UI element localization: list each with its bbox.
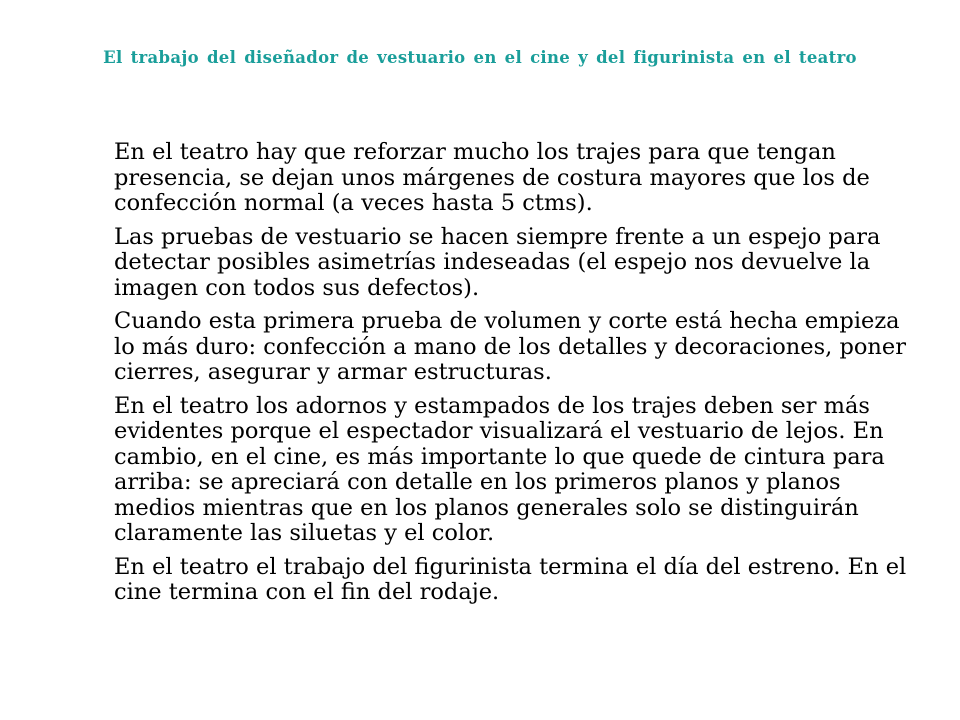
paragraph-text: En el teatro el trabajo del figurinista termina el día del estreno. En el cine termina con el fin del rodaje.: [114, 553, 907, 605]
paragraph-text: En el teatro hay que reforzar mucho los trajes para que tengan presencia, se dejan unos márgenes de costura mayores que los de confección normal (a veces hasta 5 ctms).: [114, 139, 870, 216]
paragraph-text: En el teatro los adornos y estampados de los trajes deben ser más evidentes porque el espectador visualizará el vestuario de lejos. En cambio, en el cine, es más importante lo que quede de cintura para arriba: se apreciará con detalle en los primeros planos y planos medios mientras que en los planos generales solo se distinguirán claramente las siluetas y el color.: [114, 392, 885, 546]
paragraph-text: Cuando esta primera prueba de volumen y corte está hecha empieza lo más duro: confección a mano de los detalles y decoraciones, poner cierres, asegurar y armar estructuras.: [114, 308, 906, 385]
paragraph-text: Las pruebas de vestuario se hacen siempre frente a un espejo para detectar posibles asimetrías indeseadas (el espejo nos devuelve la imagen con todos sus defectos).: [114, 223, 881, 301]
paragraph-4: [90, 394, 920, 547]
paragraph-2: [90, 225, 920, 302]
paragraph-3: [90, 309, 920, 386]
paragraph-5: [90, 555, 920, 606]
paragraph-1: [90, 140, 920, 217]
slide-title: El trabajo del diseñador de vestuario en el cine y del figurinista en el teatro: [103, 48, 857, 67]
slide-body: [90, 140, 920, 614]
